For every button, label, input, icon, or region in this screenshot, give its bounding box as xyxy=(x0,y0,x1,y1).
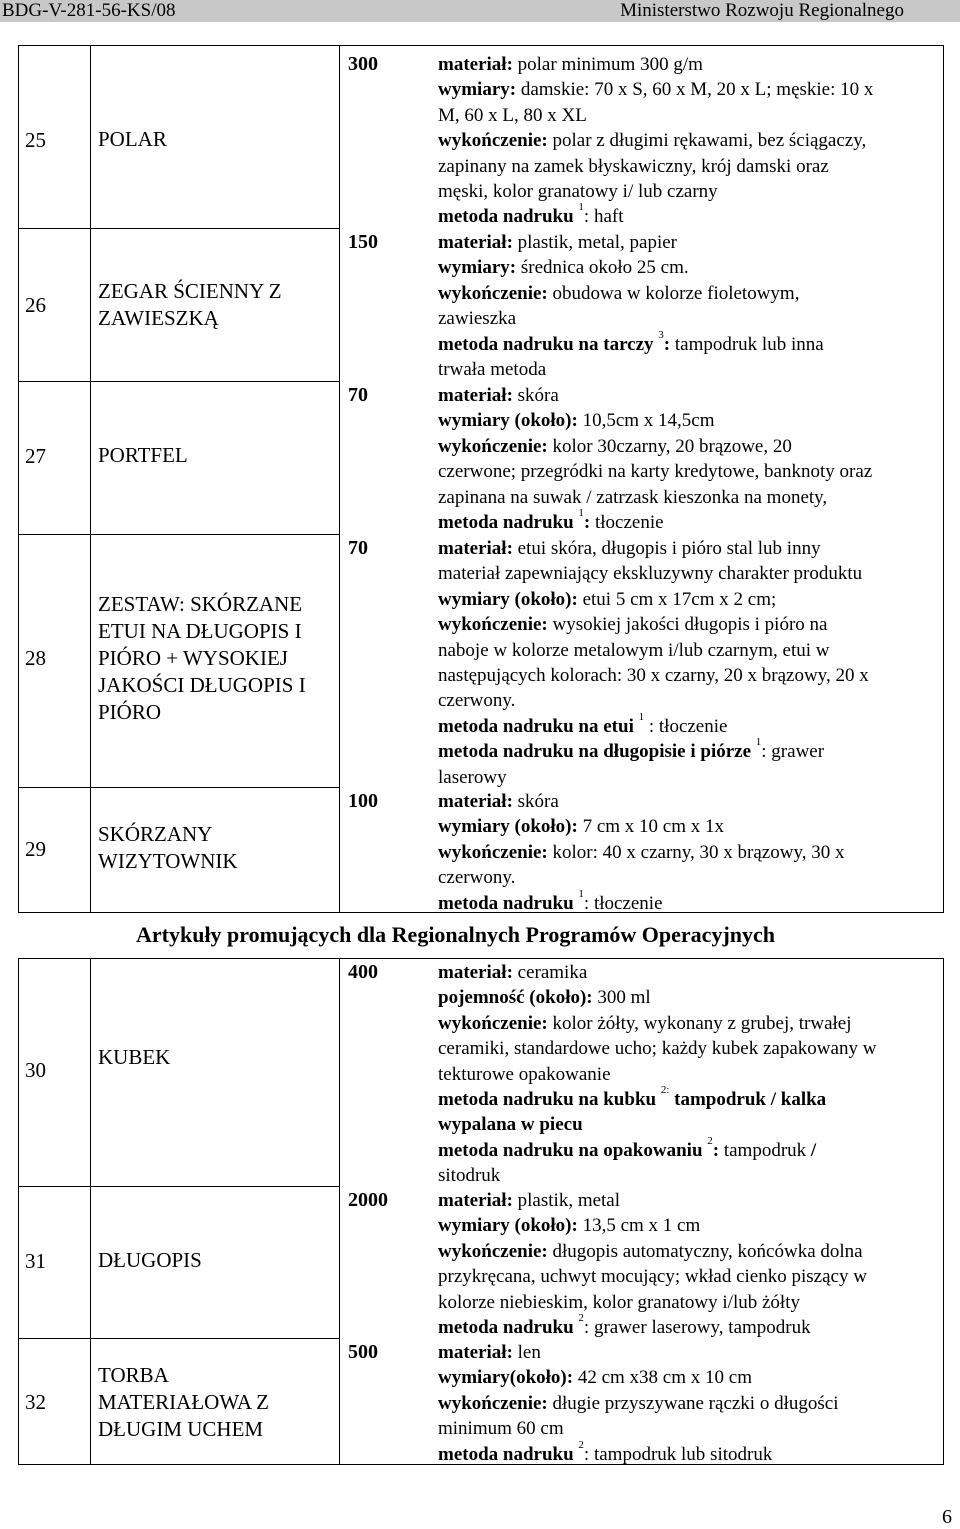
spec-line xyxy=(438,561,862,586)
product-name: SKÓRZANY xyxy=(98,822,213,846)
spec-value: skóra xyxy=(512,385,559,406)
product-name: MATERIAŁOWA Z xyxy=(98,1390,269,1414)
spec-line xyxy=(438,1134,817,1163)
spec-value: czerwone; przegródki na karty kredytowe, banknoty oraz xyxy=(438,461,873,483)
spec-value: przykręcana, uchwyt mocujący; wkład cienko piszący w xyxy=(438,1266,867,1288)
spec-value: damskie: 70 x S, 60 x M, 20 x L; męskie: 10 x xyxy=(516,79,874,101)
spec-line xyxy=(438,865,515,890)
product-name: POLAR xyxy=(98,127,167,151)
spec-line xyxy=(438,1365,752,1390)
column-divider xyxy=(339,958,340,1465)
spec-value: : grawer xyxy=(761,741,825,763)
footnote-ref: 3 xyxy=(658,328,664,341)
spec-line xyxy=(438,887,663,916)
ministry-name: Ministerstwo Rozwoju Regionalnego xyxy=(620,0,904,21)
spec-line xyxy=(438,103,587,128)
spec-label: metoda nadruku na opakowaniu xyxy=(438,1139,703,1161)
footnote-ref: 1 xyxy=(578,887,584,900)
spec-value: : grawer laserowy, tampodruk xyxy=(583,1317,811,1338)
product-name: DŁUGOPIS xyxy=(98,1248,202,1272)
section-title: Artykuły promujących dla Regionalnych Programów Operacyjnych xyxy=(136,922,775,947)
spec-value: 42 cm x38 cm x 10 cm xyxy=(573,1367,752,1389)
spec-value: kolor żółty, wykonany z grubej, trwałej xyxy=(547,1012,852,1034)
spec-value: męski, kolor granatowy i/ lub czarny xyxy=(438,181,718,202)
spec-line xyxy=(438,230,677,255)
spec-value: zapinana na suwak / zatrzask kieszonka na monety, xyxy=(438,486,828,508)
spec-line xyxy=(438,1213,700,1238)
spec-label-tail: tampodruk / kalka xyxy=(669,1089,827,1110)
spec-value: laserowy xyxy=(438,766,507,788)
spec-line xyxy=(438,1391,838,1416)
row-number: 29 xyxy=(25,837,46,861)
spec-value: obudowa w kolorze fioletowym, xyxy=(547,282,800,304)
spec-label: wykończenie: xyxy=(438,841,548,863)
row-number: 31 xyxy=(25,1249,46,1273)
row-number: 28 xyxy=(25,646,46,670)
row-divider xyxy=(18,1186,340,1187)
row-number: 32 xyxy=(25,1390,46,1414)
spec-line xyxy=(438,201,624,229)
spec-value: długopis automatyczny, końcówka dolna xyxy=(547,1240,863,1262)
product-name: PORTFEL xyxy=(98,443,188,467)
spec-value: : tłoczenie xyxy=(583,892,663,914)
row-divider xyxy=(18,534,340,535)
spec-value: M, 60 x L, 80 x XL xyxy=(438,104,587,126)
spec-label: metoda nadruku na kubku xyxy=(438,1089,657,1110)
spec-line xyxy=(438,710,728,739)
column-divider xyxy=(90,45,91,913)
spec-line xyxy=(438,638,830,663)
spec-label: materiał: xyxy=(438,385,513,406)
spec-label: materiał: xyxy=(438,538,513,559)
spec-value: następujących kolorach: 30 x czarny, 20 x brązowy, 20 x xyxy=(438,665,869,686)
row-divider xyxy=(18,381,340,382)
spec-value: zapinany na zamek błyskawiczny, krój damski oraz xyxy=(438,155,829,177)
spec-label: materiał: xyxy=(438,962,513,983)
spec-value: plastik, metal, papier xyxy=(512,232,677,253)
quantity: 70 xyxy=(348,537,368,559)
spec-value: tłoczenie xyxy=(590,512,664,533)
quantity: 100 xyxy=(348,790,378,812)
spec-line xyxy=(438,536,821,561)
spec-label: metoda nadruku xyxy=(438,512,574,533)
spec-label: wymiary (około): xyxy=(438,410,578,432)
spec-value: 7 cm x 10 cm x 1x xyxy=(577,816,725,838)
spec-line xyxy=(438,306,516,331)
spec-value: polar z długimi rękawami, bez ściągaczy, xyxy=(547,130,867,152)
spec-label: metoda nadruku na tarczy xyxy=(438,333,654,355)
spec-line xyxy=(438,1036,876,1061)
quantity: 300 xyxy=(348,53,378,75)
spec-value: etui 5 cm x 17cm x 2 cm; xyxy=(577,588,777,610)
spec-line xyxy=(438,587,776,612)
spec-line xyxy=(438,485,827,510)
spec-label: materiał: xyxy=(438,232,513,253)
product-name: JAKOŚCI DŁUGOPIS I xyxy=(98,673,306,697)
spec-value-tail: / xyxy=(810,1139,817,1161)
spec-line xyxy=(438,1264,867,1289)
spec-label: materiał: xyxy=(438,791,513,812)
spec-label: wykończenie: xyxy=(438,282,548,304)
spec-line xyxy=(438,357,546,382)
spec-value: 13,5 cm x 1 cm xyxy=(577,1215,701,1237)
spec-line xyxy=(438,1188,620,1213)
footnote-ref: 2 xyxy=(578,1312,584,1324)
quantity: 2000 xyxy=(348,1189,388,1211)
spec-line xyxy=(438,1112,583,1137)
quantity: 150 xyxy=(348,231,378,253)
page-number: 6 xyxy=(942,1506,952,1528)
product-name: ZAWIESZKĄ xyxy=(98,306,219,330)
row-divider xyxy=(18,787,340,788)
spec-label: wymiary: xyxy=(438,257,517,279)
product-name: ETUI NA DŁUGOPIS I xyxy=(98,619,302,643)
document-code: BDG-V-281-56-KS/08 xyxy=(2,0,176,21)
spec-label: materiał: xyxy=(438,1342,513,1363)
product-name: TORBA xyxy=(98,1363,169,1387)
spec-label: metoda nadruku xyxy=(438,1317,574,1338)
product-name: ZESTAW: SKÓRZANE xyxy=(98,592,303,616)
spec-value: kolor: 40 x czarny, 30 x brązowy, 30 x xyxy=(547,841,845,863)
spec-line xyxy=(438,612,827,637)
spec-value: skóra xyxy=(512,791,559,812)
spec-value: kolorze niebieskim, kolor granatowy i/lub żółty xyxy=(438,1291,800,1313)
spec-value: wysokiej jakości długopis i pióro na xyxy=(547,614,828,636)
spec-value: : tampodruk lub sitodruk xyxy=(583,1443,773,1465)
footnote-ref: 1 xyxy=(638,710,645,723)
spec-line xyxy=(438,814,724,839)
spec-label: wykończenie: xyxy=(438,435,548,457)
spec-value: średnica około 25 cm. xyxy=(516,257,689,279)
spec-value: zawieszka xyxy=(438,308,517,330)
spec-value: tampodruk lub inna xyxy=(670,333,824,355)
spec-line xyxy=(438,328,824,357)
spec-line xyxy=(438,985,651,1010)
spec-label: pojemność (około): xyxy=(438,987,593,1009)
spec-label: wypalana w piecu xyxy=(438,1114,583,1136)
spec-line xyxy=(438,77,873,102)
spec-line xyxy=(438,408,715,433)
spec-value: trwała metoda xyxy=(438,359,547,380)
spec-value: len xyxy=(512,1342,541,1363)
row-divider xyxy=(18,228,340,229)
spec-value: etui skóra, długopis i pióro stal lub inny xyxy=(512,538,821,559)
column-divider xyxy=(339,45,340,913)
footnote-ref: 2 xyxy=(578,1438,584,1451)
spec-line xyxy=(438,383,559,408)
spec-line xyxy=(438,736,825,764)
product-name: PIÓRO xyxy=(98,700,162,724)
spec-label: metoda nadruku na długopisie i piórze xyxy=(438,741,752,763)
spec-value: materiał zapewniający ekskluzywny charakter produktu xyxy=(438,563,863,585)
spec-value: polar minimum 300 g/m xyxy=(512,54,703,75)
spec-value: sitodruk xyxy=(438,1165,501,1187)
spec-line xyxy=(438,52,703,77)
footnote-ref: 2: xyxy=(660,1084,670,1096)
spec-value: ceramika xyxy=(512,962,588,983)
spec-label: materiał: xyxy=(438,1190,513,1211)
spec-line xyxy=(438,255,689,280)
spec-line xyxy=(438,507,664,535)
spec-label: wykończenie: xyxy=(438,130,548,152)
row-number: 25 xyxy=(25,128,46,152)
spec-label: materiał: xyxy=(438,54,513,75)
spec-label-tail: : xyxy=(712,1139,720,1161)
spec-label-tail: : xyxy=(663,333,671,355)
spec-label: wykończenie: xyxy=(438,1240,548,1262)
spec-line xyxy=(438,840,844,865)
spec-label: wymiary (około): xyxy=(438,588,578,610)
spec-label: metoda nadruku na etui xyxy=(438,715,634,737)
spec-value: kolor 30czarny, 20 brązowe, 20 xyxy=(547,435,792,457)
spec-label-tail: : xyxy=(583,512,591,533)
spec-value: ceramiki, standardowe ucho; każdy kubek zapakowany w xyxy=(438,1038,877,1060)
spec-value: : haft xyxy=(583,206,624,228)
spec-value: minimum 60 cm xyxy=(438,1418,564,1440)
spec-label: wykończenie: xyxy=(438,1012,548,1034)
footnote-ref: 1 xyxy=(578,507,584,519)
row-divider xyxy=(18,1338,340,1339)
spec-line xyxy=(438,1416,564,1441)
spec-label: metoda nadruku xyxy=(438,206,574,228)
column-divider xyxy=(90,958,91,1465)
product-name: DŁUGIM UCHEM xyxy=(98,1417,264,1441)
row-number: 26 xyxy=(25,293,46,317)
spec-line xyxy=(438,1438,773,1467)
spec-value: tampodruk xyxy=(719,1139,811,1161)
quantity: 70 xyxy=(348,384,368,406)
spec-line xyxy=(438,1312,811,1340)
spec-label: metoda nadruku xyxy=(438,892,574,914)
spec-value: 10,5cm x 14,5cm xyxy=(577,410,715,432)
product-name: PIÓRO + WYSOKIEJ xyxy=(98,646,288,670)
spec-value: 300 ml xyxy=(592,987,651,1009)
spec-value: tekturowe opakowanie xyxy=(438,1063,611,1085)
spec-value: długie przyszywane rączki o długości xyxy=(547,1392,839,1414)
product-name: KUBEK xyxy=(98,1045,171,1069)
spec-label: wymiary: xyxy=(438,79,517,101)
spec-line xyxy=(438,663,869,688)
spec-value: plastik, metal xyxy=(512,1190,621,1211)
row-number: 27 xyxy=(25,444,46,468)
footnote-ref: 2 xyxy=(707,1134,713,1147)
spec-line xyxy=(438,281,799,306)
spec-value: naboje w kolorze metalowym i/lub czarnym, etui w xyxy=(438,639,830,661)
spec-line xyxy=(438,688,515,713)
spec-line xyxy=(438,1290,800,1315)
spec-line xyxy=(438,1011,852,1036)
footnote-ref: 1 xyxy=(578,201,584,214)
spec-label: wykończenie: xyxy=(438,614,548,636)
spec-label: metoda nadruku xyxy=(438,1443,574,1465)
spec-label: wykończenie: xyxy=(438,1392,548,1414)
spec-line xyxy=(438,789,559,814)
spec-value: czerwony. xyxy=(438,867,516,889)
page-header xyxy=(0,0,960,22)
spec-line xyxy=(438,1239,863,1264)
spec-line xyxy=(438,434,792,459)
spec-line xyxy=(438,128,866,153)
spec-line xyxy=(438,1340,541,1365)
spec-line xyxy=(438,765,507,790)
spec-label: wymiary (około): xyxy=(438,816,578,838)
spec-line xyxy=(438,459,872,484)
footnote-ref: 1 xyxy=(755,736,762,749)
row-number: 30 xyxy=(25,1058,46,1082)
quantity: 400 xyxy=(348,961,378,983)
spec-value: : tłoczenie xyxy=(644,715,728,737)
spec-label: wymiary (około): xyxy=(438,1215,578,1237)
spec-line xyxy=(438,1084,827,1112)
quantity: 500 xyxy=(348,1341,378,1363)
product-name: ZEGAR ŚCIENNY Z xyxy=(98,279,282,303)
spec-line xyxy=(438,154,829,179)
spec-value: czerwony. xyxy=(438,690,516,712)
spec-line xyxy=(438,1163,500,1188)
product-name: WIZYTOWNIK xyxy=(98,849,238,873)
spec-line xyxy=(438,1062,611,1087)
spec-line xyxy=(438,960,587,985)
spec-label: wymiary(około): xyxy=(438,1367,574,1389)
